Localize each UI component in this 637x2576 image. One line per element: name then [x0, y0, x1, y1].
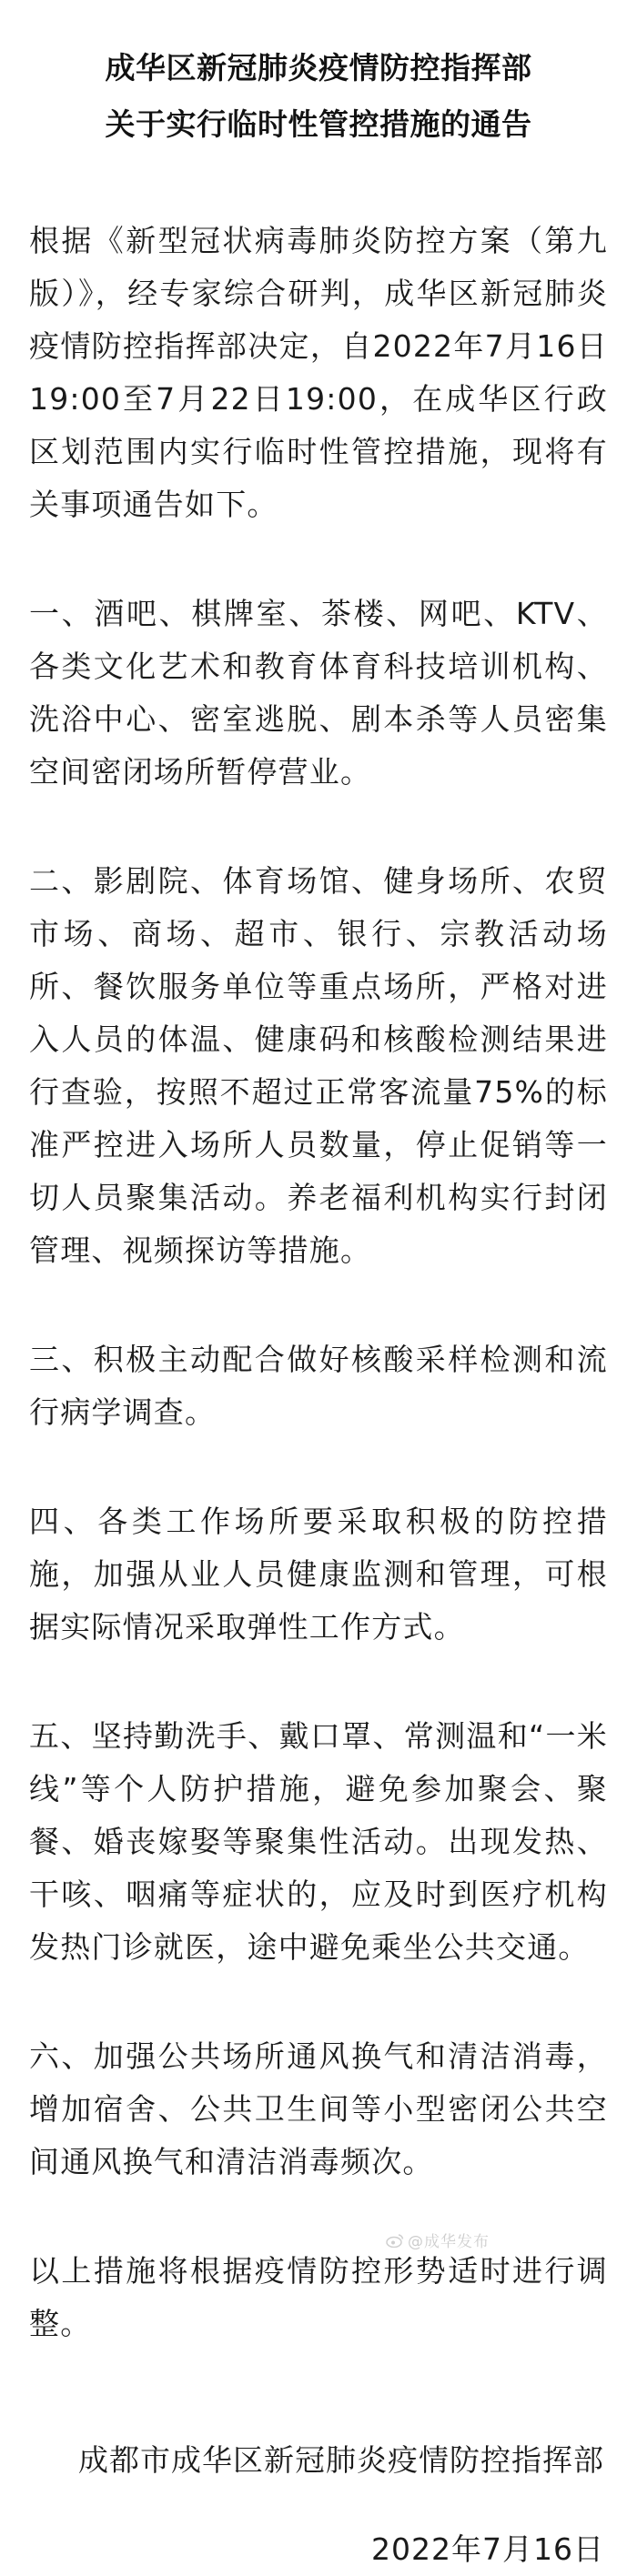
- measure-item-5: 五、坚持勤洗手、戴口罩、常测温和“一米线”等个人防护措施，避免参加聚会、聚餐、婚丧嫁娶等聚集性活动。出现发热、干咳、咽痛等症状的，应及时到医疗机构发热门诊就医，途中避免乘坐公共交通。: [29, 1718, 608, 1965]
- signature-org: 成都市成华区新冠肺炎疫情防控指挥部: [78, 2442, 604, 2478]
- closing-paragraph: 以上措施将根据疫情防控形势适时进行调整。: [29, 2253, 608, 2341]
- notice-title: [29, 0, 608, 153]
- measure-item-1: 一、酒吧、棋牌室、茶楼、网吧、KTV、各类文化艺术和教育体育科技培训机构、洗浴中心、密室逃脱、剧本杀等人员密集空间密闭场所暂停营业。: [29, 596, 608, 790]
- signature-block: [29, 2434, 608, 2576]
- measure-item-2: 二、影剧院、体育场馆、健身场所、农贸市场、商场、超市、银行、宗教活动场所、餐饮服务单位等重点场所，严格对进入人员的体温、健康码和核酸检测结果进行查验，按照不超过正常客流量75%的标准严控进入场所人员数量，停止促销等一切人员聚集活动。养老福利机构实行封闭管理、视频探访等措施。: [29, 863, 608, 1268]
- watermark: [386, 2229, 490, 2251]
- watermark-text: @成华发布: [408, 2233, 490, 2251]
- weibo-icon: [386, 2233, 404, 2248]
- measure-item-6: 六、加强公共场所通风换气和清洁消毒，增加宿舍、公共卫生间等小型密闭公共空间通风换气和清洁消毒频次。: [29, 2038, 608, 2179]
- title-line-2: 关于实行临时性管控措施的通告: [105, 106, 532, 142]
- signature-date: 2022年7月16日: [371, 2531, 604, 2567]
- measure-item-4: 四、各类工作场所要采取积极的防控措施，加强从业人员健康监测和管理，可根据实际情况采取弹性工作方式。: [29, 1504, 608, 1645]
- measure-item-3: 三、积极主动配合做好核酸采样检测和流行病学调查。: [29, 1342, 608, 1430]
- intro-paragraph: 根据《新型冠状病毒肺炎防控方案（第九版）》，经专家综合研判，成华区新冠肺炎疫情防控指挥部决定，自2022年7月16日19:00至7月22日19:00，在成华区行政区划范围内实行临时性管控措施，现将有关事项通告如下。: [29, 223, 608, 522]
- title-line-1: 成华区新冠肺炎疫情防控指挥部: [105, 50, 532, 86]
